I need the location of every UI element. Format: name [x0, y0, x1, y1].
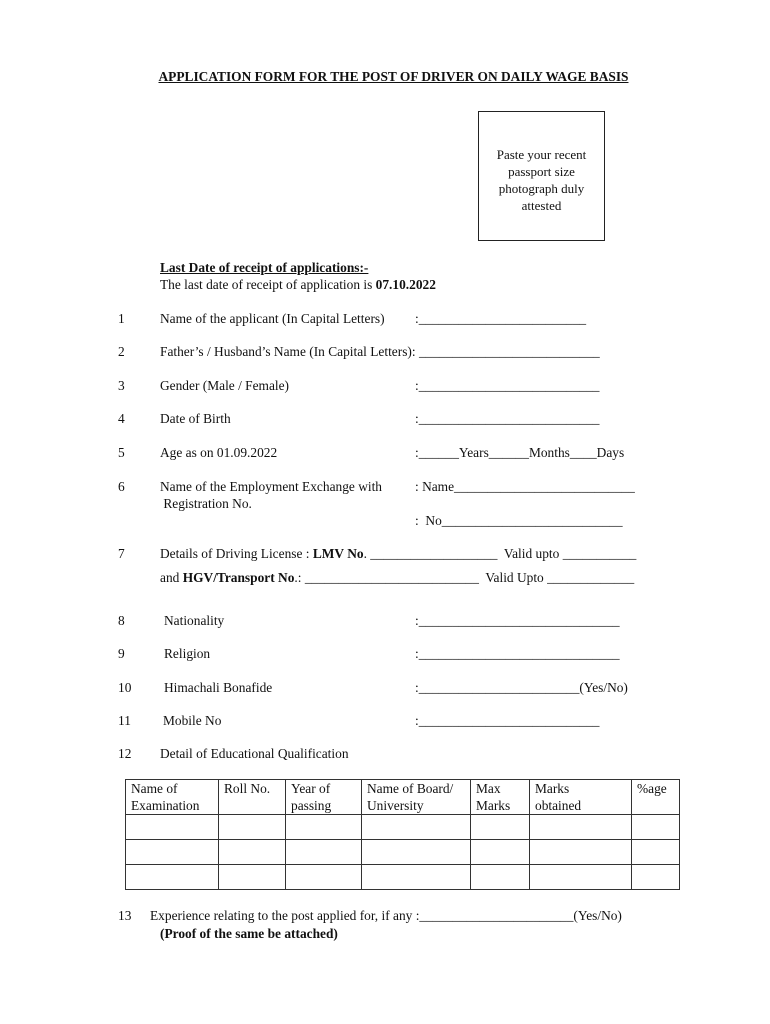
table-cell[interactable] [286, 840, 362, 865]
dob-label: Date of Birth [160, 411, 231, 426]
table-cell[interactable] [219, 865, 286, 890]
table-row [126, 865, 680, 890]
education-table [125, 779, 680, 890]
education-label: Detail of Educational Qualification [160, 746, 349, 761]
hgv-license-field[interactable]: and HGV/Transport No.: __________________________ Valid Upto _____________ [160, 570, 635, 585]
item-number: 6 [118, 479, 125, 494]
nationality-field[interactable]: :______________________________ [415, 613, 620, 628]
himachali-bonafide-label: Himachali Bonafide [164, 680, 273, 695]
himachali-bonafide-field[interactable]: :________________________(Yes/No) [415, 680, 628, 695]
mobile-field[interactable]: :___________________________ [415, 713, 600, 728]
lmv-license-field[interactable]: Details of Driving License : LMV No. ___________________ Valid upto ___________ [160, 546, 637, 561]
father-name-field[interactable]: Father’s / Husband’s Name (In Capital Letters): ___________________________ [160, 344, 600, 359]
table-row [126, 815, 680, 840]
experience-field[interactable]: Experience relating to the post applied for, if any :_______________________(Yes/No) [150, 908, 622, 923]
photo-instructions: Paste your recent passport size photograph duly attested [496, 147, 587, 213]
registration-no-field[interactable]: : No___________________________ [415, 513, 623, 528]
item-number: 12 [118, 746, 132, 761]
photo-box [478, 111, 605, 241]
table-header-row [126, 780, 680, 815]
gender-label: Gender (Male / Female) [160, 378, 290, 393]
last-date-heading: Last Date of receipt of applications:- [160, 260, 369, 275]
table-cell[interactable] [632, 865, 680, 890]
item-number: 11 [118, 713, 131, 728]
col-max-marks: Max Marks [471, 780, 530, 815]
table-cell[interactable] [219, 840, 286, 865]
applicant-name-label: Name of the applicant (In Capital Letters) [160, 311, 385, 326]
table-cell[interactable] [530, 865, 632, 890]
employment-exchange-label: Name of the Employment Exchange with [160, 479, 382, 494]
religion-label: Religion [164, 646, 211, 661]
table-cell[interactable] [126, 840, 219, 865]
item-number: 5 [118, 445, 125, 460]
dob-field[interactable]: :___________________________ [415, 411, 600, 426]
table-cell[interactable] [530, 815, 632, 840]
last-date-text: The last date of receipt of application is 07.10.2022 [160, 277, 436, 292]
table-cell[interactable] [632, 840, 680, 865]
nationality-label: Nationality [164, 613, 225, 628]
table-cell[interactable] [362, 865, 471, 890]
table-cell[interactable] [471, 815, 530, 840]
table-cell[interactable] [471, 840, 530, 865]
col-roll-no: Roll No. [219, 780, 286, 815]
employment-exchange-name-field[interactable]: : Name___________________________ [415, 479, 635, 494]
item-number: 3 [118, 378, 125, 393]
applicant-name-field[interactable]: :_________________________ [415, 311, 587, 326]
form-title: APPLICATION FORM FOR THE POST OF DRIVER ON DAILY WAGE BASIS [158, 69, 629, 84]
registration-label: Registration No. [160, 496, 252, 511]
table-cell[interactable] [126, 815, 219, 840]
table-cell[interactable] [286, 865, 362, 890]
mobile-label: Mobile No [163, 713, 222, 728]
col-percentage: %age [632, 780, 680, 815]
age-field[interactable]: :______Years______Months____Days [415, 445, 625, 460]
table-cell[interactable] [362, 815, 471, 840]
col-year-of-passing: Year of passing [286, 780, 362, 815]
item-number: 10 [118, 680, 132, 695]
table-cell[interactable] [286, 815, 362, 840]
col-marks-obtained: Marks obtained [530, 780, 632, 815]
gender-field[interactable]: :___________________________ [415, 378, 600, 393]
col-board-university: Name of Board/ University [362, 780, 471, 815]
table-row [126, 840, 680, 865]
col-examination: Name of Examination [126, 780, 219, 815]
item-number: 13 [118, 908, 132, 923]
table-cell[interactable] [632, 815, 680, 840]
religion-field[interactable]: :______________________________ [415, 646, 620, 661]
item-number: 4 [118, 411, 125, 426]
item-number: 8 [118, 613, 125, 628]
experience-note: (Proof of the same be attached) [160, 926, 338, 941]
item-number: 2 [118, 344, 125, 359]
table-cell[interactable] [530, 840, 632, 865]
item-number: 7 [118, 546, 125, 561]
table-cell[interactable] [219, 815, 286, 840]
item-number: 9 [118, 646, 125, 661]
item-number: 1 [118, 311, 125, 326]
age-label: Age as on 01.09.2022 [160, 445, 278, 460]
table-cell[interactable] [362, 840, 471, 865]
table-cell[interactable] [126, 865, 219, 890]
table-cell[interactable] [471, 865, 530, 890]
